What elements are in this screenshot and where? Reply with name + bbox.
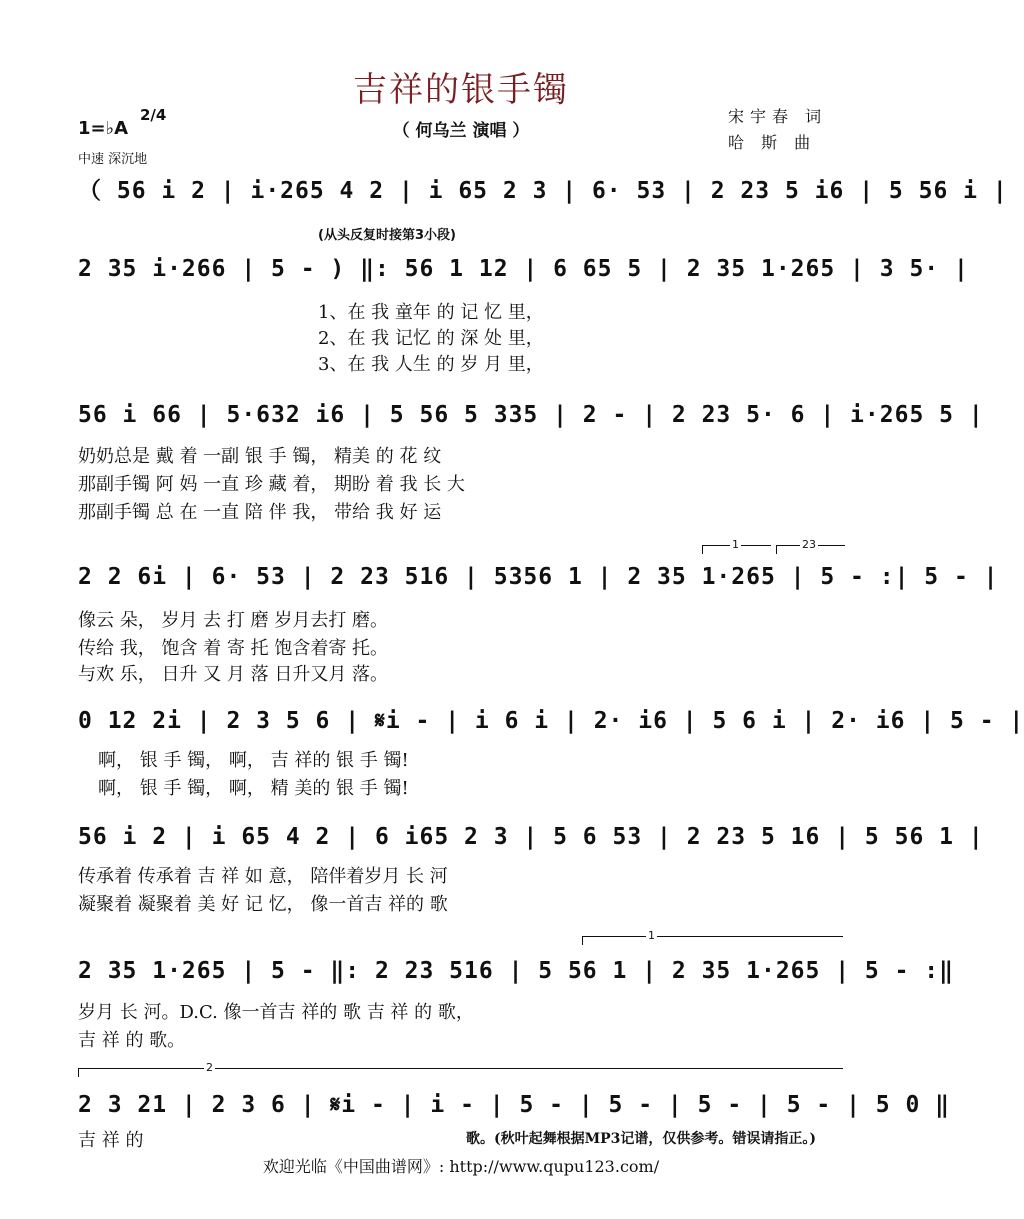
notation-row-8: 2 3 21 | 2 3 6 | 𝄋i - | i - | 5 - | 5 - | 5 - | 5 - | 5 0 ‖ xyxy=(78,1092,951,1118)
notation-row-3: 56 i 66 | 5·632 i6 | 5 56 5 335 | 2 - | 2 23 5· 6 | i·265 5 | xyxy=(78,402,984,428)
time-signature xyxy=(140,108,166,123)
lyric-row-3-verse-1: 奶奶总是 戴 着 一副 银 手 镯， 精美 的 花 纹 xyxy=(78,446,442,467)
volta-label-first-row7: 1 xyxy=(648,929,655,942)
lyric-row-3-verse-2: 那副手镯 阿 妈 一直 珍 藏 着， 期盼 着 我 长 大 xyxy=(78,474,465,495)
repeat-instruction: (从头反复时接第3小段) xyxy=(318,228,456,243)
lyric-row-5-verse-1: 啊， 银 手 镯， 啊， 吉 祥的 银 手 镯! xyxy=(98,750,409,771)
notation-row-7: 2 35 1·265 | 5 - ‖: 2 23 516 | 5 56 1 | 2 35 1·265 | 5 - :‖ xyxy=(78,958,954,984)
notation-row-2: 2 35 i·266 | 5 - ) ‖: 56 1 12 | 6 65 5 | 2 35 1·265 | 3 5· | xyxy=(78,256,969,282)
lyric-row-2-verse-1: 1、在 我 童年 的 记 忆 里， xyxy=(318,302,544,323)
volta-label-first: 1 xyxy=(732,538,739,551)
song-title: 吉祥的银手镯 xyxy=(353,70,569,110)
volta-bracket-second-row8 xyxy=(78,1068,843,1077)
lyric-row-7-verse-2: 吉 祥 的 歌。 xyxy=(78,1030,186,1051)
lyric-row-2-verse-3: 3、在 我 人生 的 岁 月 里， xyxy=(318,354,544,375)
lyric-row-2-verse-2: 2、在 我 记忆 的 深 处 里， xyxy=(318,328,544,349)
lyric-row-7-verse-1: 岁月 长 河。D.C. 像一首吉 祥的 歌 吉 祥 的 歌， xyxy=(78,1002,474,1023)
lyric-row-3-verse-3: 那副手镯 总 在 一直 陪 伴 我， 带给 我 好 运 xyxy=(78,502,442,523)
volta-label-second-row8: 2 xyxy=(206,1061,213,1074)
singer-credit: （ 何乌兰 演唱 ） xyxy=(392,121,530,141)
volta-label-second: 23 xyxy=(802,538,816,551)
composer-credit: 哈 斯 曲 xyxy=(728,133,817,152)
lyric-row-6-verse-1: 传承着 传承着 吉 祥 如 意， 陪伴着岁月 长 河 xyxy=(78,866,448,887)
time-signature-text: 2/4 xyxy=(140,106,167,124)
tempo-marking: 中速 深沉地 xyxy=(78,152,148,167)
notation-row-5: 0 12 2i | 2 3 5 6 | 𝄋i - | i 6 i | 2· i6 | 5 6 i | 2· i6 | 5 - | xyxy=(78,708,1024,734)
lyric-row-5-verse-2: 啊， 银 手 镯， 啊， 精 美的 银 手 镯! xyxy=(98,778,409,799)
lyric-row-8-end-note: 歌。(秋叶起舞根据MP3记谱，仅供参考。错误请指正。) xyxy=(466,1131,817,1147)
lyricist-credit: 宋宇春 词 xyxy=(728,107,828,126)
notation-row-1: （ 56 i 2 | i·265 4 2 | i 65 2 3 | 6· 53 | 2 23 5 i6 | 5 56 i | xyxy=(78,178,1008,204)
lyric-row-4-verse-2: 传给 我， 饱含 着 寄 托 饱含着寄 托。 xyxy=(78,638,389,659)
notation-row-6: 56 i 2 | i 65 4 2 | 6 i65 2 3 | 5 6 53 | 2 23 5 16 | 5 56 1 | xyxy=(78,824,984,850)
lyric-row-6-verse-2: 凝聚着 凝聚着 美 好 记 忆， 像一首吉 祥的 歌 xyxy=(78,894,448,915)
lyric-row-8: 吉 祥 的 xyxy=(78,1130,144,1151)
volta-bracket-first-row7 xyxy=(582,936,843,945)
key-signature: 1=♭A xyxy=(78,118,129,139)
lyric-row-4-verse-3: 与欢 乐， 日升 又 月 落 日升又月 落。 xyxy=(78,664,389,685)
footer-website: 欢迎光临《中国曲谱网》: http://www.qupu123.com/ xyxy=(262,1157,660,1176)
notation-row-4: 2 2 6i | 6· 53 | 2 23 516 | 5356 1 | 2 35 1·265 | 5 - :| 5 - | xyxy=(78,564,999,590)
lyric-row-4-verse-1: 像云 朵， 岁月 去 打 磨 岁月去打 磨。 xyxy=(78,610,389,631)
